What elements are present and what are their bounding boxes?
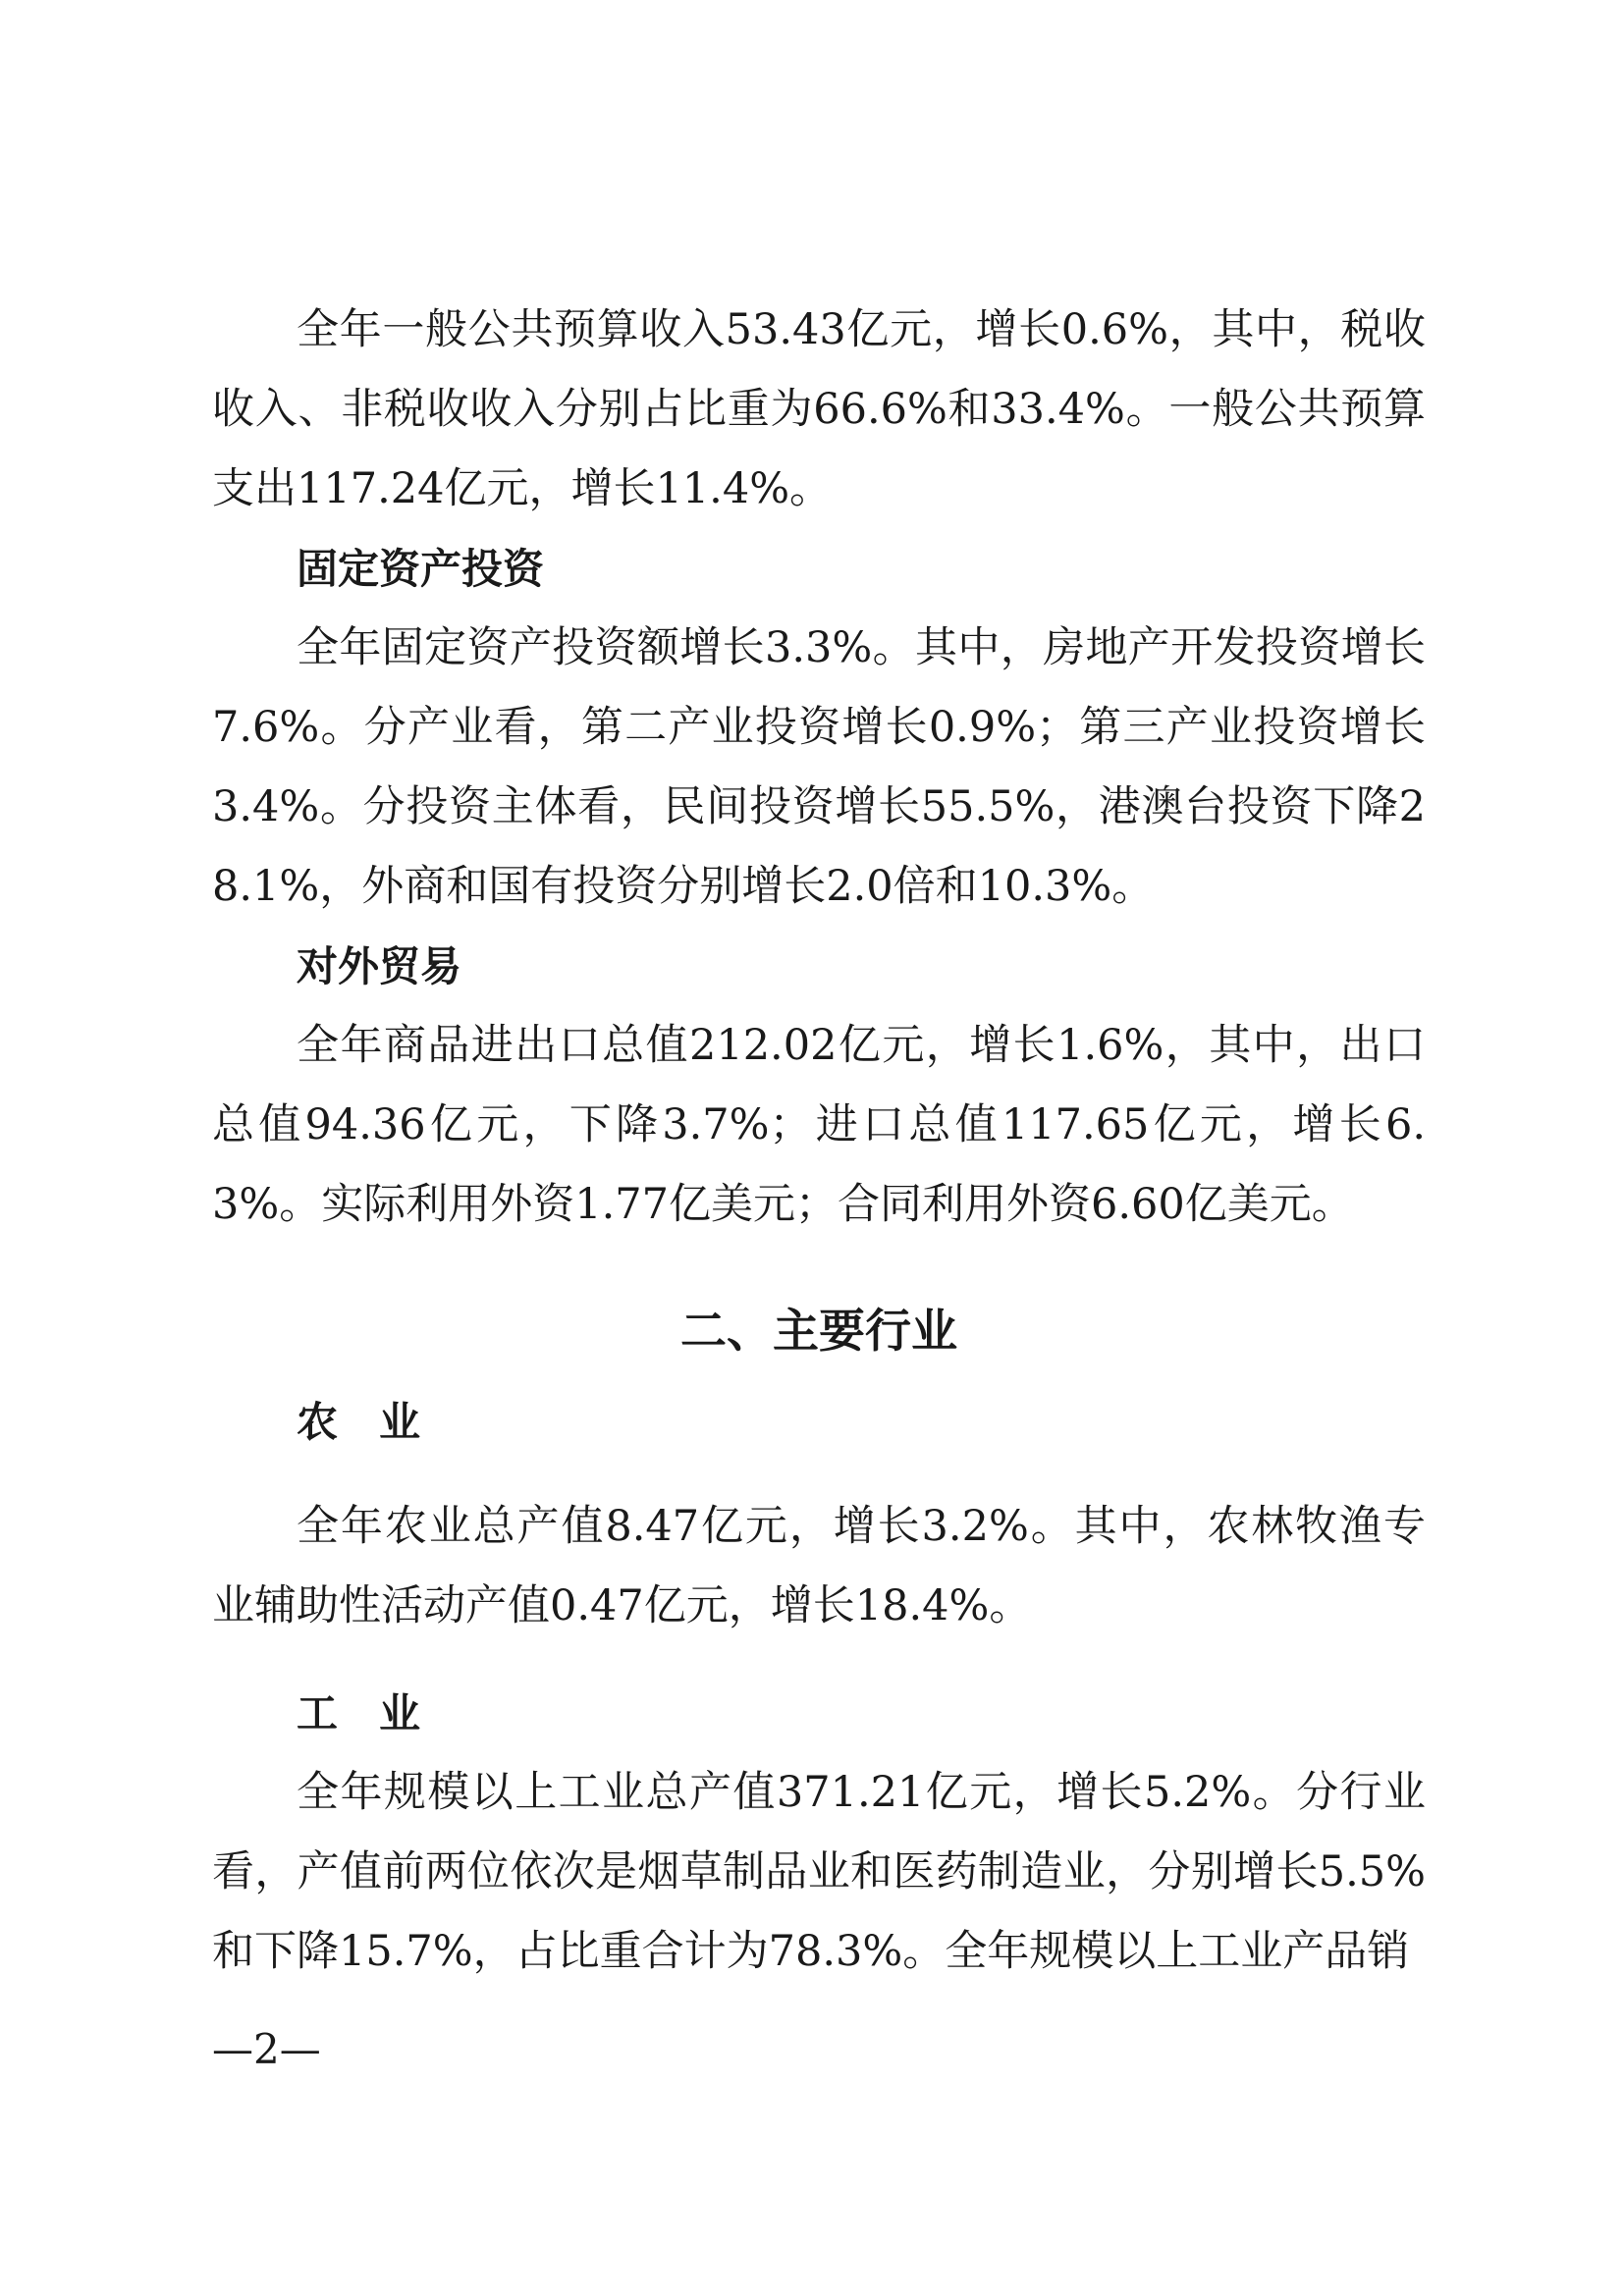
fixed-asset-paragraph: 全年固定资产投资额增长3.3%。其中，房地产开发投资增长7.6%。分产业看，第二产业投资增长0.9%；第三产业投资增长3.4%。分投资主体看，民间投资增长55.5%，港澳台投资下降28.1%，外商和国有投资分别增长2.0倍和10.3%。 (212, 623, 1426, 911)
chapter-title: 二、主要行业 (680, 1305, 957, 1359)
finance-paragraph: 全年一般公共预算收入53.43亿元，增长0.6%，其中，税收收入、非税收收入分别占比重为66.6%和33.4%。一般公共预算支出117.24亿元，增长11.4%。 (212, 305, 1426, 513)
industry-heading: 工 业 (297, 1689, 421, 1737)
trade-heading: 对外贸易 (297, 942, 462, 990)
page-number: —2— (212, 2025, 321, 2073)
document-body (212, 291, 1426, 1992)
fixed-asset-heading: 固定资产投资 (297, 545, 545, 593)
agriculture-heading: 农 业 (297, 1398, 421, 1446)
industry-paragraph: 全年规模以上工业总产值371.21亿元，增长5.2%。分行业看，产值前两位依次是烟草制品业和医药制造业，分别增长5.5%和下降15.7%，占比重合计为78.3%。全年规模以上工业产品销 (212, 1768, 1426, 1976)
agriculture-paragraph: 全年农业总产值8.47亿元，增长3.2%。其中，农林牧渔专业辅助性活动产值0.47亿元，增长18.4%。 (212, 1502, 1426, 1630)
trade-paragraph: 全年商品进出口总值212.02亿元，增长1.6%，其中，出口总值94.36亿元，下降3.7%；进口总值117.65亿元，增长6.3%。实际利用外资1.77亿美元；合同利用外资6.60亿美元。 (212, 1021, 1426, 1229)
